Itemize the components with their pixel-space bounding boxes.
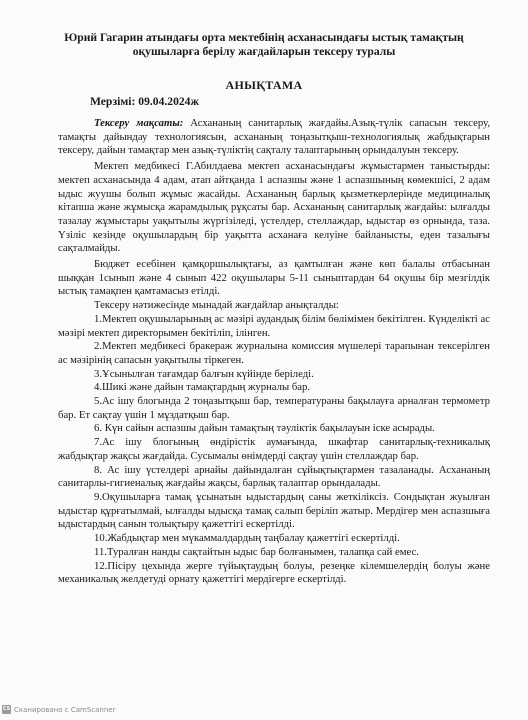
finding-item: 3.Ұсынылған тағамдар балғын күйінде беріледі.	[94, 367, 314, 380]
camscanner-icon: CS	[2, 706, 11, 712]
finding-item: 9.Оқушыларға тамақ ұсынатын ыдыстардың саны жеткіліксіз. Сондықтан жуылған ыдыстар құрғатылмай, ылғалды ыдысқа тамақ салып беріліп жатыр. Мердігер мен аспазшыға ыдыстардың санын толықтыру қажеттігі ескертілді.	[58, 490, 490, 531]
scanner-footer-text: Сканировано с CamScanner	[14, 705, 116, 714]
purpose-paragraph	[58, 117, 490, 158]
finding-item: 12.Пісіру цехында жерге түйықтаудың болуы, резеңке кілемшелердің болуы және механикалық желдетуді орнату қажеттігі мердігерге ескертілді.	[58, 559, 490, 586]
finding-item: 2.Мектеп медбикесі бракераж журналына комиссия мүшелері тарапынан тексерілген ас мәзірінің сапасын уақытылы тіркеген.	[58, 340, 490, 366]
document-date: Мерзімі: 09.04.2024ж	[90, 95, 199, 108]
purpose-label: Тексеру мақсаты:	[94, 117, 184, 129]
scanner-footer	[2, 705, 115, 714]
finding-item: 8. Ас ішу үстелдері арнайы дайындалған сұйықтықтармен тазаланады. Асхананың санитарлы-гигиеналық жағдайы жақсы, барлық талаптар орындалады.	[58, 463, 490, 490]
purpose-text: Асхананың санитарлық жағдайы.Азық-түлік сапасын тексеру, тамақты дайындау технологиясын, асхананың тоңазытқыш-технологиялық жабдықтарын тексеру, дайын тамақтар мен азық-түліктің сақталу талаптарының орындалуын тексеру.	[58, 117, 490, 157]
finding-item: 10.Жабдықтар мен мүкаммалдардың таңбалау қажеттігі ескертілді.	[94, 532, 400, 545]
finding-item: 5.Ас ішу блогында 2 тоңазытқыш бар, температураны бақылауға арналған термометр бар. Ет сақтау үшін 1 мұздатқыш бар.	[58, 395, 490, 421]
document-heading: АНЫҚТАМА	[225, 78, 303, 92]
paragraph-findings-intro: Тексеру нәтижесінде мынадай жағдайлар анықталды:	[94, 299, 339, 312]
document-title: Юрий Гагарин атындағы орта мектебінің асханасындағы ыстық тамақтың оқушыларға берілу жағдайларын тексеру туралы	[64, 31, 464, 58]
finding-item: 4.Шикі және дайын тамақтардың журналы бар.	[94, 381, 311, 394]
paragraph-budget: Бюджет есебінен қамқоршылықтағы, аз қамтылған және көп балалы отбасынан шыққан 1сынып және 4 сынып 422 оқушылары 5-11 сыныптардан 64 оқушы бір мезгілдік ыстық тамақпен қамтамасыз етілді.	[58, 258, 490, 298]
paragraph-staff: Мектеп медбикесі Г.Абилдаева мектеп асханасындағы жұмыстармен таныстырды: мектеп асханасында 4 адам, атап айтқанда 1 аспазшы және 1 аспазшының көмекшісі, 2 адам ыдыс жуушы болып жұмыс жасайды. Асхананың барлық қызметкерлерінде медициналық кітапша және жұмысқа жарамдылық рұқсаты бар. Асхананың санитарлық жағдайы: ылғалды тазалау жұмыстары уақытылы жүргізіледі, үстелдер, стеллаждар, ыдыстар өз орнында, таза. Үзіліс кезінде оқушылардың бір уақытта асханаға келуіне байланысты, еден тазалығы сақталмайды.	[58, 160, 490, 255]
finding-item: 6. Күн сайын аспазшы дайын тамақтың тәуліктік бақылауын іске асырады.	[94, 422, 435, 435]
document-body	[58, 117, 490, 587]
finding-item: 7.Ас ішу блогының өндірістік аумағында, шкафтар санитарлық-техникалық жабдықтар жақсы жағдайда. Сусымалы өнімдерді сақтау үшін стеллаждар бар.	[58, 436, 490, 462]
finding-item: 1.Мектеп оқушыларының ас мәзірі аудандық білім бөлімімен бекітілген. Күнделікті ас мәзірі мектеп директорымен бекітіліп, ілінген.	[58, 312, 490, 339]
finding-item: 11.Туралған нанды сақтайтын ыдыс бар болғанымен, талапқа сай емес.	[94, 545, 419, 558]
